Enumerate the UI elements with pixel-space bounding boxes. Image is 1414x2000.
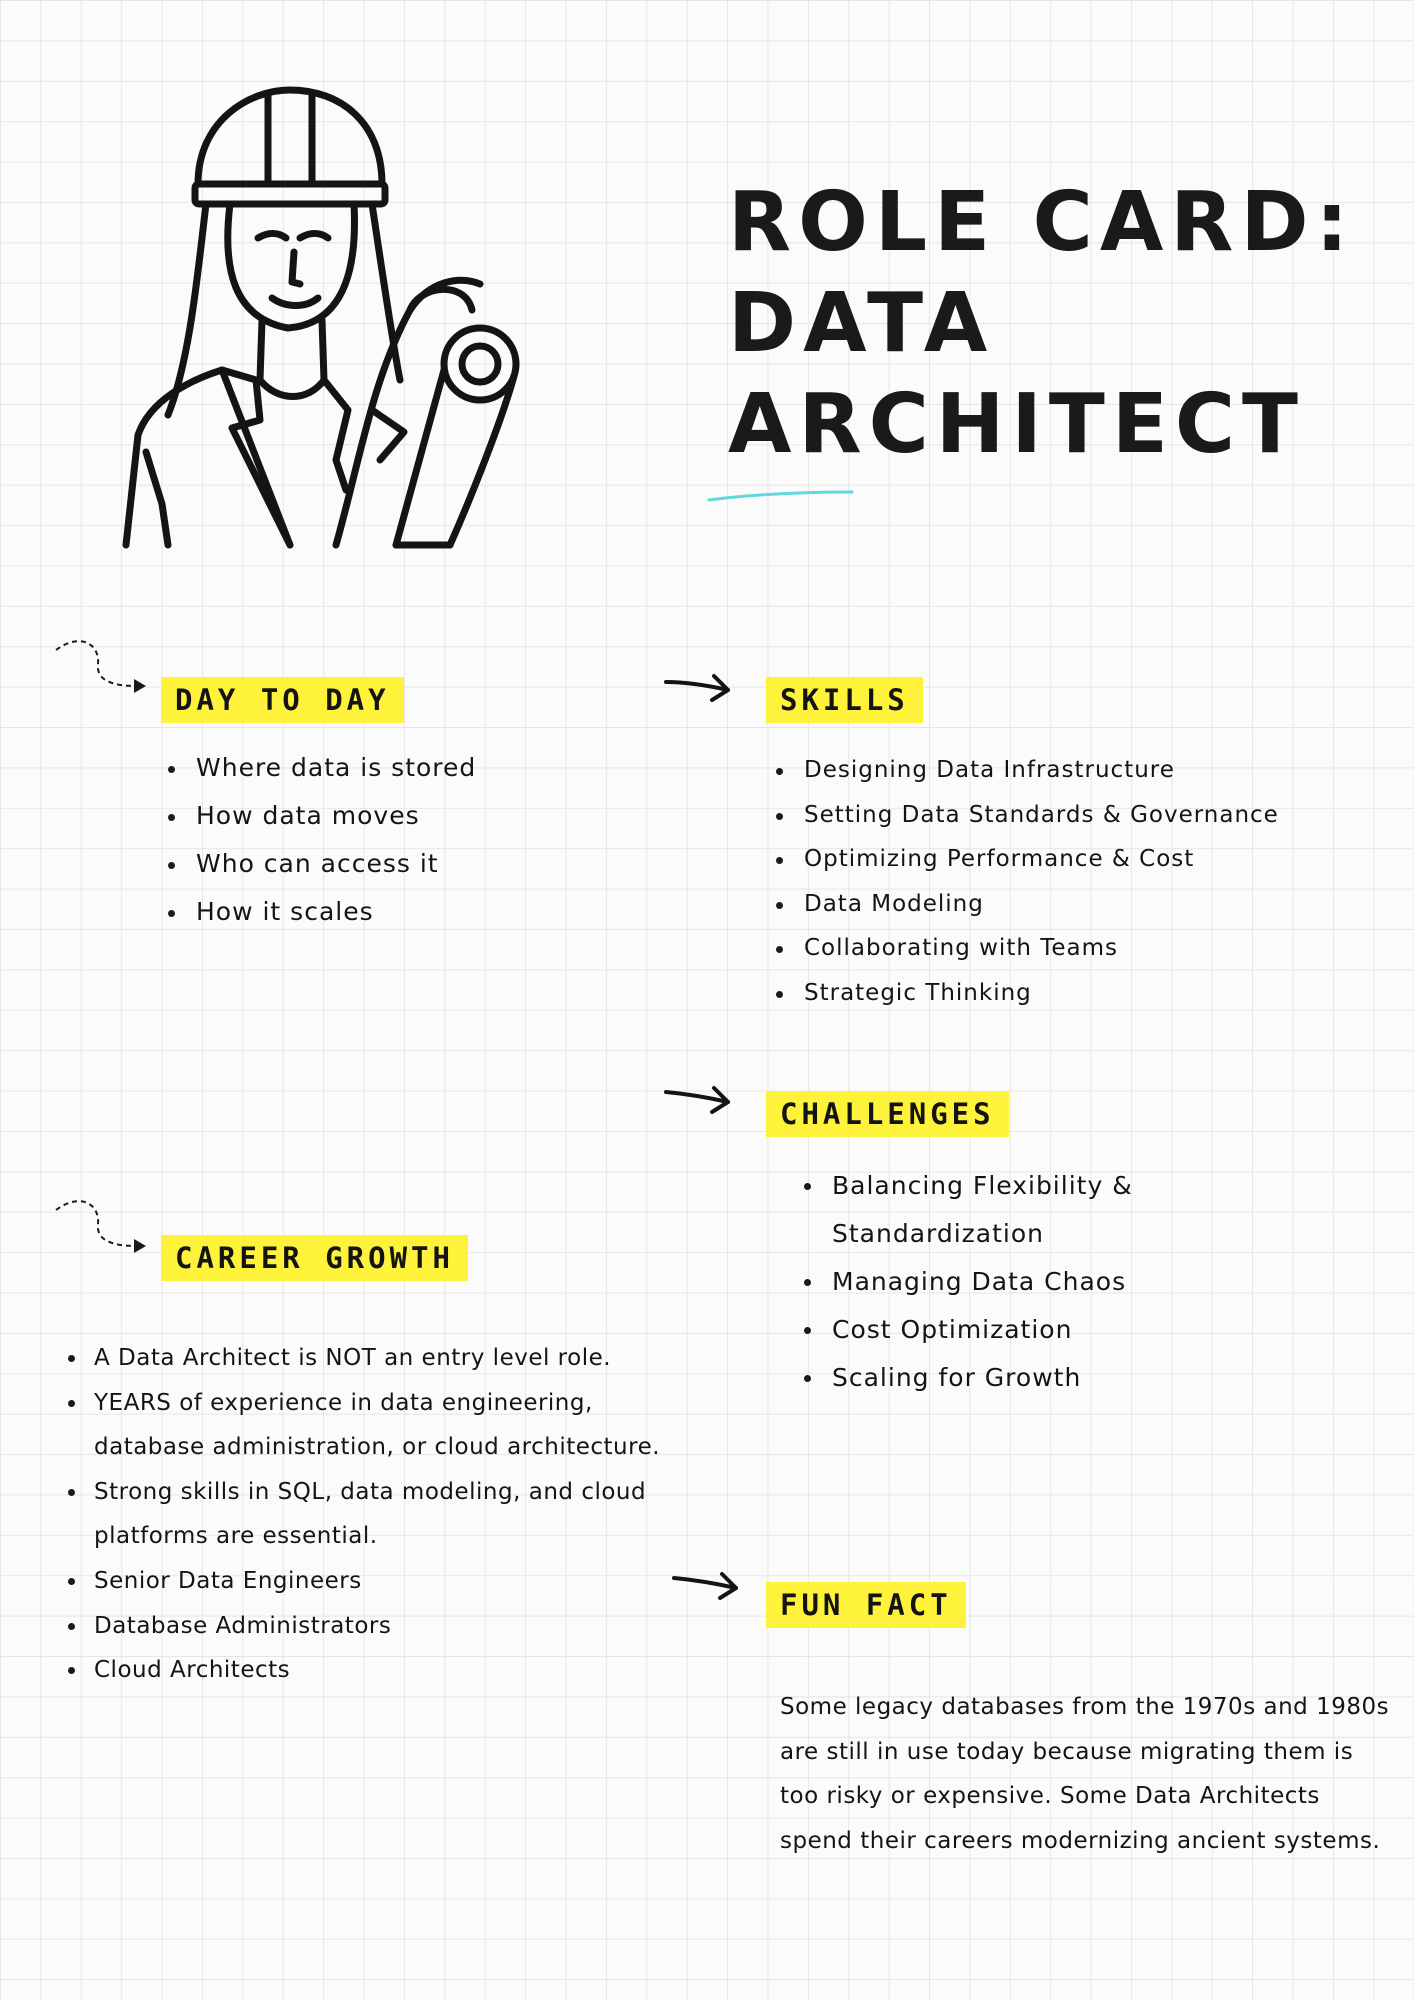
list-item: Strategic Thinking bbox=[776, 975, 1336, 1020]
list-item: Balancing Flexibility & Standardization bbox=[804, 1162, 1224, 1258]
skills-heading: SKILLS bbox=[766, 677, 923, 723]
skills-list bbox=[776, 752, 1336, 1020]
list-item: Data Modeling bbox=[776, 886, 1336, 931]
list-item: Senior Data Engineers bbox=[66, 1559, 666, 1604]
list-item: How it scales bbox=[168, 894, 588, 942]
day-to-day-heading: DAY TO DAY bbox=[161, 677, 404, 723]
list-item: YEARS of experience in data engineering, database administration, or cloud architecture. bbox=[66, 1381, 666, 1470]
list-item: A Data Architect is NOT an entry level role. bbox=[66, 1336, 666, 1381]
list-item: Where data is stored bbox=[168, 750, 588, 798]
list-item: Strong skills in SQL, data modeling, and cloud platforms are essential. bbox=[66, 1470, 666, 1559]
list-item: Setting Data Standards & Governance bbox=[776, 797, 1336, 842]
right-arrow-icon bbox=[662, 1078, 734, 1118]
list-item: Optimizing Performance & Cost bbox=[776, 841, 1336, 886]
title-line-2: DATA bbox=[728, 276, 995, 371]
architect-illustration-icon bbox=[110, 80, 550, 565]
challenges-list bbox=[804, 1162, 1224, 1402]
list-item: Designing Data Infrastructure bbox=[776, 752, 1336, 797]
list-item: Managing Data Chaos bbox=[804, 1258, 1224, 1306]
right-arrow-icon bbox=[662, 664, 734, 704]
list-item: Database Administrators bbox=[66, 1604, 666, 1649]
list-item: Who can access it bbox=[168, 846, 588, 894]
list-item: Collaborating with Teams bbox=[776, 930, 1336, 975]
page-title bbox=[728, 172, 1368, 475]
fun-fact-heading: FUN FACT bbox=[766, 1582, 966, 1628]
challenges-heading: CHALLENGES bbox=[766, 1091, 1009, 1137]
title-underline bbox=[706, 486, 856, 506]
career-growth-list bbox=[66, 1336, 666, 1693]
list-item: Cost Optimization bbox=[804, 1306, 1224, 1354]
list-item: Scaling for Growth bbox=[804, 1354, 1224, 1402]
dashed-curved-arrow-icon bbox=[52, 1196, 152, 1256]
list-item: How data moves bbox=[168, 798, 588, 846]
dashed-curved-arrow-icon bbox=[52, 636, 152, 696]
list-item: Cloud Architects bbox=[66, 1648, 666, 1693]
right-arrow-icon bbox=[670, 1566, 742, 1606]
career-growth-heading: CAREER GROWTH bbox=[161, 1235, 468, 1281]
title-line-3: ARCHITECT bbox=[728, 377, 1305, 472]
title-line-1: ROLE CARD: bbox=[728, 175, 1356, 270]
fun-fact-text: Some legacy databases from the 1970s and 1980s are still in use today because migrating them is too risky or expensive. Some Data Architects spend their careers modernizing ancient systems. bbox=[780, 1694, 1390, 1854]
day-to-day-list bbox=[168, 750, 588, 942]
